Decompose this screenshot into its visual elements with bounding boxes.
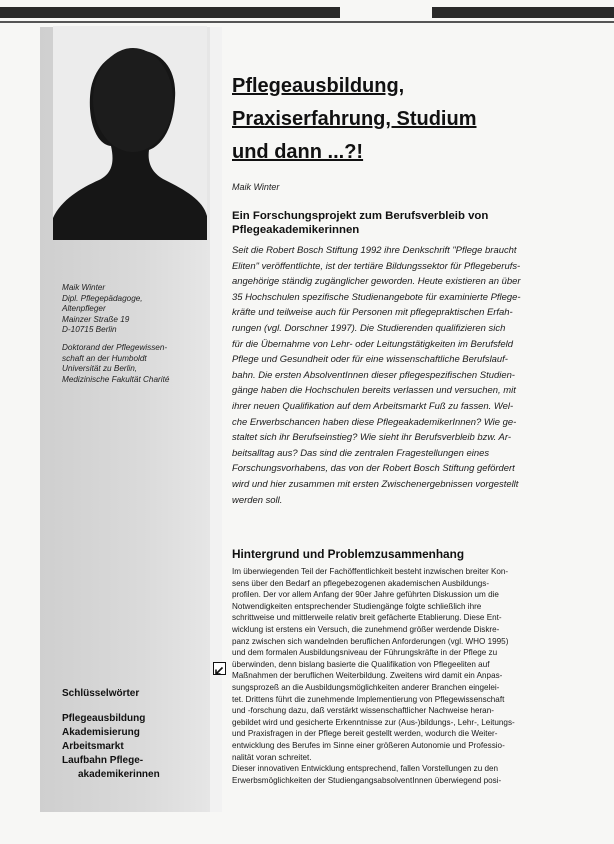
author-profession: Altenpfleger <box>62 304 106 313</box>
body-line: Dieser innovativen Entwicklung entsprechend, fallen Vorstellungen zu den <box>232 764 499 774</box>
section-heading: Hintergrund und Problemzusammenhang <box>232 547 465 561</box>
intro-line: che Erwerbschancen haben diese PflegeakademikerInnen? Wie ge- <box>232 416 517 428</box>
subtitle-line: Ein Forschungsprojekt zum Berufsverbleib von <box>232 210 489 222</box>
author-photo <box>53 26 207 240</box>
intro-line: Forschungsvorhabens, das von der Robert Bosch Stiftung gefördert <box>232 463 515 475</box>
body-line: schrittweise und mittlerweile relativ breit gefächerte Etablierung. Diese Ent- <box>232 613 502 623</box>
body-line: Maßnahmen der beruflichen Weiterbildung. Zweitens wird damit ein Anpas- <box>232 671 503 681</box>
keyword-item: akademikerinnen <box>78 769 160 780</box>
affiliation-line: Medizinische Fakultät Charité <box>62 374 170 384</box>
body-line: Erwerbsmöglichkeiten der StudiengangsabsolventInnen überwiegend posi- <box>232 775 502 785</box>
author-silhouette-image <box>53 26 207 240</box>
keywords-list <box>62 712 210 782</box>
body-line: nalität voran schreitet. <box>232 752 312 762</box>
body-line: panz zwischen sich wandelnden beruflichen Anforderungen (vgl. WHO 1995) <box>232 636 509 646</box>
intro-line: ihrer neuen Qualifikation auf dem Arbeitsmarkt Fuß zu fassen. Wel- <box>232 400 514 412</box>
body-line: wicklung ist erstens ein Versuch, die zunehmend größer werdende Diskre- <box>232 624 500 634</box>
keyword-item: Laufbahn Pflege- <box>62 755 144 766</box>
title-line: Praxiserfahrung, Studium <box>232 108 477 130</box>
body-line: und dem formalen Ausbildungsniveau der Führungskräfte in der Pflege zu <box>232 648 498 658</box>
keyword-item: Arbeitsmarkt <box>62 741 124 752</box>
body-line: tet. Drittens führt die zunehmende Implementierung von Pflegewissenschaft <box>232 694 505 704</box>
author-name: Maik Winter <box>62 283 106 292</box>
header-rule <box>0 21 614 23</box>
author-city: D-10715 Berlin <box>62 325 117 334</box>
intro-line: 35 Hochschulen spezifische Studienangebote für examinierte Pflege- <box>232 291 521 303</box>
author-degree: Dipl. Pflegepädagoge, <box>62 293 143 303</box>
intro-line: werden soll. <box>232 494 283 506</box>
intro-line: Seit die Robert Bosch Stiftung 1992 ihre Denkschrift "Pflege braucht <box>232 245 517 256</box>
body-line: und Praxisfragen in der Pflege bereit gestellt werden, wodurch die Weiter- <box>232 729 498 739</box>
intro-paragraph <box>232 243 602 508</box>
intro-line: für die Übernahme von Lehr- oder Leitungstätigkeiten im Berufsfeld <box>232 338 514 350</box>
body-line: Notwendigkeiten entsprechender Studiengänge folgte schließlich ihre <box>232 601 482 611</box>
body-line: und -forschung dazu, daß verstärkt wissenschaftlicher Nachweise heran- <box>232 706 494 716</box>
body-line: entwicklung des Berufes im Sinne einer größeren Autonomie und Professio- <box>232 740 505 750</box>
affiliation-line: schaft an der Humboldt <box>62 353 147 363</box>
intro-line: Pflege und Gesundheit oder für eine wissenschaftliche Berufslauf- <box>232 354 508 366</box>
title-line: Pflegeausbildung, <box>232 75 405 97</box>
keyword-item: Pflegeausbildung <box>62 713 146 724</box>
author-street: Mainzer Straße 19 <box>62 314 130 324</box>
title-line: und dann ...?! <box>232 141 364 163</box>
affiliation-line: Universität zu Berlin, <box>62 364 138 373</box>
article-byline: Maik Winter <box>232 182 280 192</box>
article-title <box>232 70 602 169</box>
body-line: überwinden, denn bislang basierte die Qualifikation von Pflegeeliten auf <box>232 659 490 669</box>
body-line: sens über den Bedarf an pflegebezogenen akademischen Ausbildungs- <box>232 578 490 588</box>
intro-line: kräfte und teilweise auch für Personen mit pflegepraktischen Erfah- <box>232 307 513 319</box>
article-subtitle <box>232 209 604 237</box>
intro-line: Eliten" veröffentlichte, ist der tertiäre Bildungssektor für Pflegeberufs- <box>232 260 521 272</box>
section-body <box>232 566 602 786</box>
intro-line: wird und hier zusammen mit ersten Zwischenergebnissen vorgestellt <box>232 478 519 490</box>
body-line: gebildet wird und gesicherte Erkenntnisse zur (Aus-)bildungs-, Lehr-, Leitungs- <box>232 717 515 727</box>
author-affiliation <box>62 343 208 385</box>
sidebar-gutter <box>210 27 222 812</box>
intro-line: bahn. Die ersten AbsolventInnen dieser pflegespezifischen Studien- <box>232 369 515 381</box>
body-line: sungsprozeß an die Ausbildungsmöglichkeiten anderer Branchen eingelei- <box>232 682 500 692</box>
intro-line: staltet sich ihr Berufseinstieg? Wie sieht ihr Berufsverbleib bzw. Ar- <box>232 432 511 444</box>
header-bar-right <box>432 7 614 18</box>
affiliation-line: Doktorand der Pflegewissen- <box>62 343 168 352</box>
subtitle-line: Pflegeakademikerinnen <box>232 224 360 236</box>
keyword-item: Akademisierung <box>62 727 140 738</box>
intro-line: beitsalltag aus? Das sind die zentralen Fragestellungen eines <box>232 447 490 459</box>
author-contact <box>62 283 208 336</box>
header-bar-left <box>0 7 340 18</box>
intro-line: gänge haben die Hochschulen bereits verlassen und versuchen, mit <box>232 385 516 397</box>
keywords-heading: Schlüsselwörter <box>62 688 140 699</box>
body-line: Im überwiegenden Teil der Fachöffentlichkeit besteht inzwischen breiter Kon- <box>232 567 509 576</box>
body-line: profilen. Der vor allem Anfang der 90er Jahre geführten Diskussion um die <box>232 590 499 600</box>
intro-line: angehörige ständig zugänglicher geworden. Heute existieren an über <box>232 276 521 288</box>
arrow-down-left-icon <box>213 662 226 675</box>
intro-line: rungen (vgl. Dorschner 1997). Die Studierenden qualifizieren sich <box>232 322 506 334</box>
